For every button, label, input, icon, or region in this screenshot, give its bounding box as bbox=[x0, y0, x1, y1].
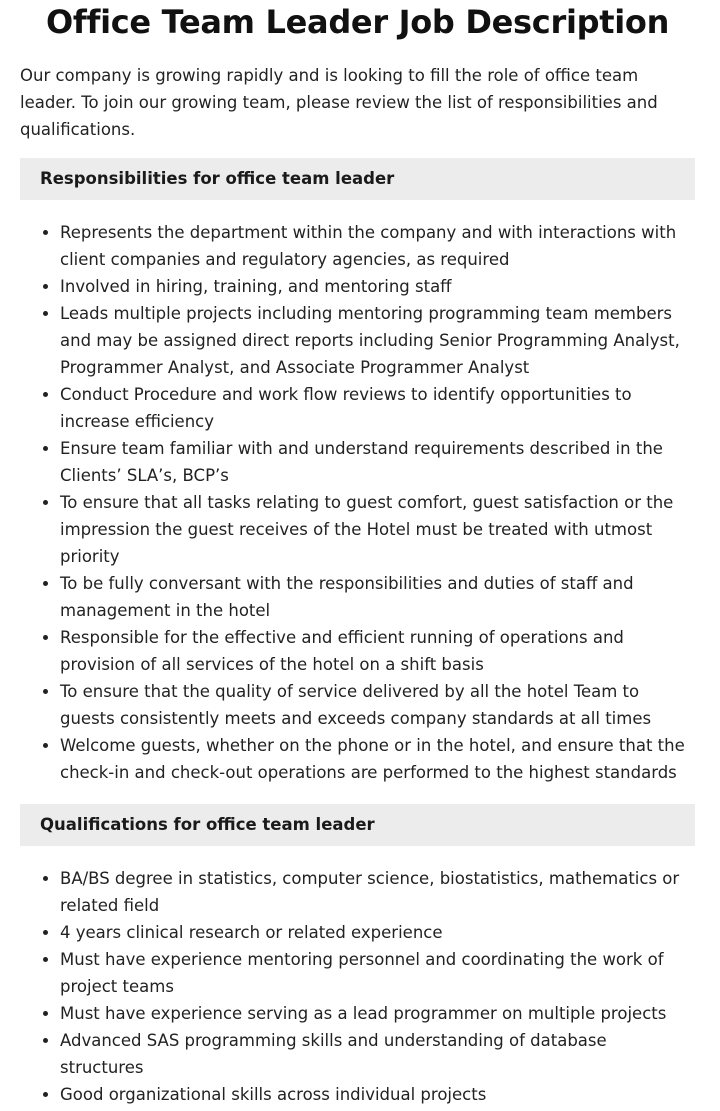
qualifications-list bbox=[20, 865, 695, 1108]
list-item: Conduct Procedure and work flow reviews to identify opportunities to increase efficiency bbox=[60, 381, 695, 435]
list-item: Responsible for the effective and efficient running of operations and provision of all services of the hotel on a shift basis bbox=[60, 624, 695, 678]
list-item: To ensure that the quality of service delivered by all the hotel Team to guests consistently meets and exceeds company standards at all times bbox=[60, 678, 695, 732]
page-title: Office Team Leader Job Description bbox=[45, 3, 670, 41]
list-item: To ensure that all tasks relating to guest comfort, guest satisfaction or the impression the guest receives of the Hotel must be treated with utmost priority bbox=[60, 489, 695, 570]
list-item: Must have experience serving as a lead programmer on multiple projects bbox=[60, 1000, 695, 1027]
list-item: To be fully conversant with the responsibilities and duties of staff and management in the hotel bbox=[60, 570, 695, 624]
list-item: Advanced SAS programming skills and understanding of database structures bbox=[60, 1027, 695, 1081]
list-item: Involved in hiring, training, and mentoring staff bbox=[60, 273, 695, 300]
intro-paragraph: Our company is growing rapidly and is looking to fill the role of office team leader. To join our growing team, please review the list of responsibilities and qualifications. bbox=[20, 66, 658, 139]
list-item: Leads multiple projects including mentoring programming team members and may be assigned direct reports including Senior Programming Analyst, Programmer Analyst, and Associate Programmer Analyst bbox=[60, 300, 695, 381]
list-item: Ensure team familiar with and understand requirements described in the Clients’ SLA’s, BCP’s bbox=[60, 435, 695, 489]
qualifications-heading: Qualifications for office team leader bbox=[20, 804, 695, 846]
list-item: Welcome guests, whether on the phone or in the hotel, and ensure that the check-in and check-out operations are performed to the highest standards bbox=[60, 732, 695, 786]
responsibilities-heading: Responsibilities for office team leader bbox=[20, 158, 695, 200]
responsibilities-list bbox=[20, 219, 695, 786]
list-item: Must have experience mentoring personnel and coordinating the work of project teams bbox=[60, 946, 695, 1000]
list-item: 4 years clinical research or related experience bbox=[60, 919, 695, 946]
list-item: Good organizational skills across individual projects bbox=[60, 1081, 695, 1108]
list-item: Represents the department within the company and with interactions with client companies and regulatory agencies, as required bbox=[60, 219, 695, 273]
list-item: BA/BS degree in statistics, computer science, biostatistics, mathematics or related field bbox=[60, 865, 695, 919]
